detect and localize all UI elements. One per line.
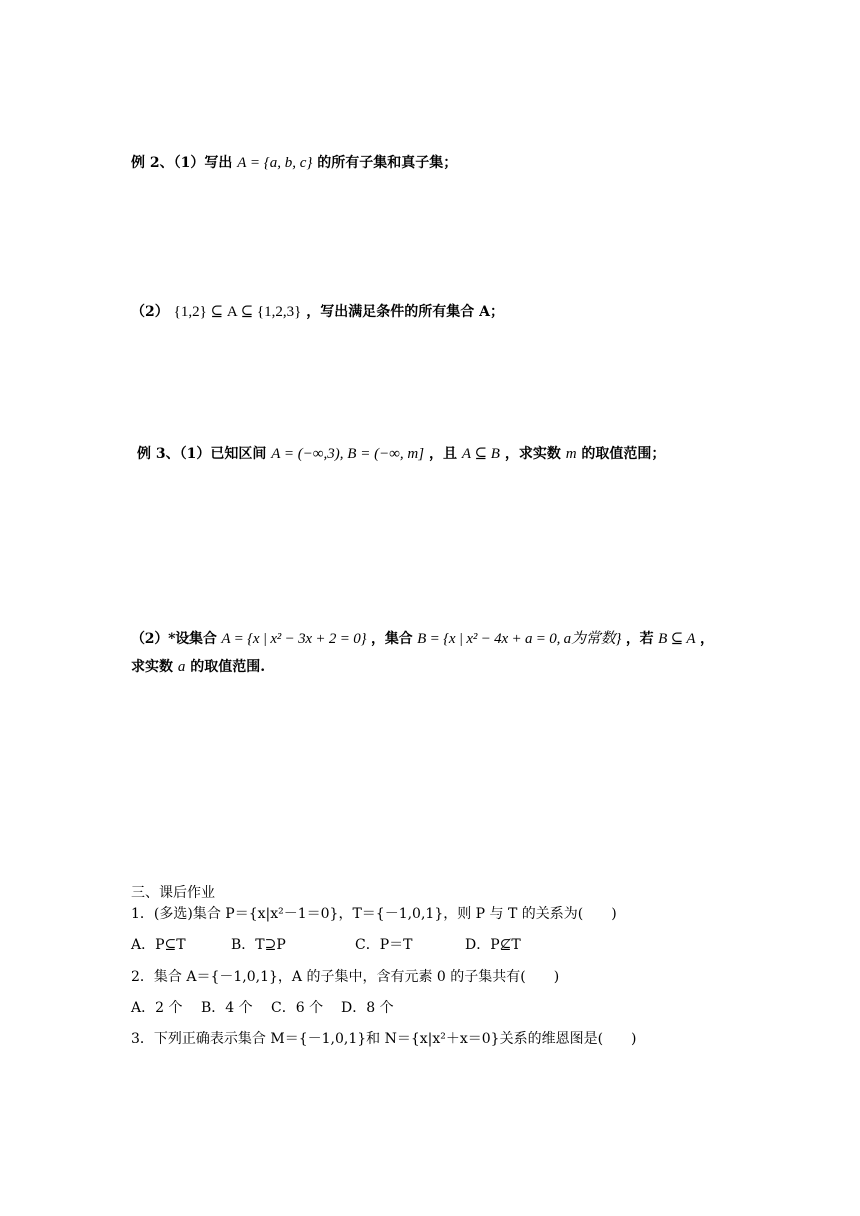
ex3-part2 bbox=[131, 629, 714, 649]
ex3-part1-mid: ，且 bbox=[428, 446, 457, 462]
q2-option-d: D．8 个 bbox=[341, 1000, 394, 1016]
ex3-part1-tail1: ，求实数 bbox=[504, 446, 561, 462]
ex3-part2-end: ， bbox=[699, 631, 714, 647]
ex2-part1-math: A = {a, b, c} bbox=[237, 155, 313, 171]
ex3-part2-label: （2）*设集合 bbox=[131, 631, 217, 647]
q2-option-b: B．4 个 bbox=[201, 1000, 253, 1016]
q1-option-c: C．P＝T bbox=[355, 937, 413, 953]
q1-option-d: D．P⊈T bbox=[465, 937, 521, 953]
question-2: 2．集合 A＝{－1,0,1}，A 的子集中，含有元素 0 的子集共有( ) bbox=[131, 969, 560, 985]
ex3-part1-label: 例 3、（1）已知区间 bbox=[137, 446, 267, 462]
ex2-part2-label: （2） bbox=[131, 304, 169, 320]
ex3-part1 bbox=[137, 444, 665, 464]
ex3-part1-math: A = (−∞,3), B = (−∞, m] bbox=[271, 446, 425, 462]
ex3-part2-line2 bbox=[131, 657, 265, 677]
question-1: 1．(多选)集合 P＝{x|x²－1＝0}，T＝{－1,0,1}，则 P 与 T 的关系为( ) bbox=[131, 906, 617, 922]
ex2-part1-label: 例 2、（1）写出 bbox=[131, 155, 233, 171]
ex3-part1-var: m bbox=[565, 446, 577, 462]
ex3-part1-math2: A ⊆ B bbox=[461, 446, 500, 462]
q2-option-c: C．6 个 bbox=[271, 1000, 324, 1016]
ex3-part1-tail2: 的取值范围； bbox=[581, 446, 666, 462]
ex3-part2-line2-b: 的取值范围. bbox=[190, 659, 266, 675]
q1-option-b: B．T⊇P bbox=[231, 937, 286, 953]
ex3-part2-line2-var: a bbox=[177, 659, 186, 675]
ex3-part2-line2-a: 求实数 bbox=[131, 659, 173, 675]
q1-option-a: A．P⊆T bbox=[131, 937, 186, 953]
homework-heading: 三、课后作业 bbox=[131, 885, 215, 901]
ex2-part1 bbox=[131, 153, 457, 173]
q2-option-a: A．2 个 bbox=[131, 1000, 183, 1016]
question-3: 3．下列正确表示集合 M＝{－1,0,1}和 N＝{x|x²＋x＝0}关系的维恩图是( ) bbox=[131, 1031, 637, 1047]
ex3-part2-mid2: ，若 bbox=[625, 631, 654, 647]
ex2-part1-tail: 的所有子集和真子集； bbox=[317, 155, 458, 171]
ex2-part2 bbox=[131, 302, 504, 322]
ex3-part2-math3: B ⊆ A bbox=[658, 631, 696, 647]
ex2-part2-tail: ，写出满足条件的所有集合 A； bbox=[306, 304, 504, 320]
ex3-part2-math2: B = {x | x² − 4x + a = 0, a为常数} bbox=[417, 631, 622, 647]
ex2-part2-math: {1,2} ⊆ A ⊆ {1,2,3} bbox=[173, 304, 302, 320]
ex3-part2-math1: A = {x | x² − 3x + 2 = 0} bbox=[221, 631, 367, 647]
ex3-part2-mid: ，集合 bbox=[371, 631, 413, 647]
